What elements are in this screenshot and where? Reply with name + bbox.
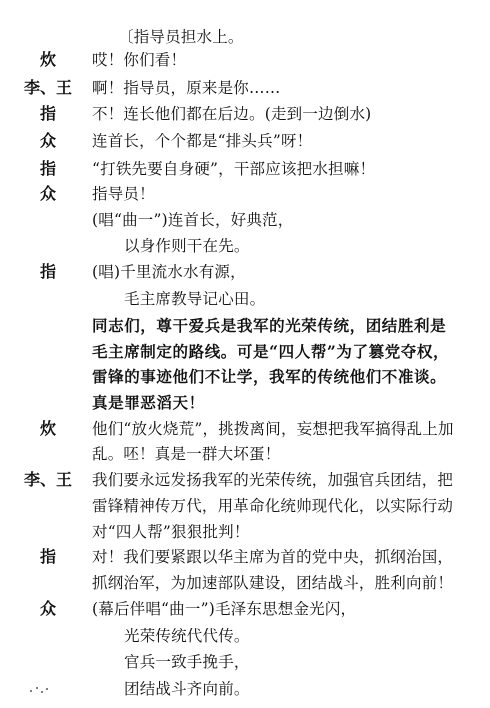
dialogue-line: 指导员！ xyxy=(92,185,155,203)
song-line: 官兵一致手挽手， xyxy=(124,653,250,671)
dialogue-line: 抓纲治军，为加速部队建设，团结战斗，胜利向前！ xyxy=(92,574,454,592)
speaker-label: 指 xyxy=(40,547,57,566)
speaker-label: 炊 xyxy=(40,50,57,69)
speaker-label: 指 xyxy=(40,262,57,281)
speaker-label: 李、王 xyxy=(24,78,73,97)
dialogue-line: 哎！你们看！ xyxy=(92,51,187,69)
song-line: 毛主席教导记心田。 xyxy=(124,290,266,308)
song-line: (幕后伴唱“曲一”)毛泽东思想金光闪， xyxy=(92,600,357,618)
dialogue-line: 对！我们要紧跟以华主席为首的党中央，抓纲治国， xyxy=(92,548,454,566)
dialogue-line: 他们“放火烧荒”，挑拨离间，妄想把我军搞得乱上加 xyxy=(92,420,454,438)
dialogue-line: 雷锋精神传万代，用革命化统帅现代化，以实际行动 xyxy=(92,497,454,515)
dialogue-line: 我们要永远发扬我军的光荣传统，加强官兵团结，把 xyxy=(92,471,454,489)
speaker-label: 指 xyxy=(40,159,57,178)
speaker-label: 众 xyxy=(40,599,57,618)
dialogue-line: 真是罪恶滔天！ xyxy=(92,393,205,412)
dialogue-line: “打铁先要自身硬”，干部应该把水担嘛！ xyxy=(92,160,376,178)
speaker-label: 炊 xyxy=(40,419,57,438)
dialogue-line: 对“四人帮”狠狠批判！ xyxy=(92,523,250,541)
dialogue-line: 啊！指导员，原来是你…… xyxy=(92,79,281,97)
stage-direction: 〔指导员担水上。 xyxy=(118,28,244,46)
speaker-label: 众 xyxy=(40,184,57,203)
dialogue-line: 连首长，个个都是“排头兵”呀！ xyxy=(92,132,313,150)
speaker-label: 众 xyxy=(40,131,57,150)
song-line: 团结战斗齐向前。 xyxy=(124,680,250,698)
dialogue-line: 雷锋的事迹他们不让学，我军的传统他们不准谈。 xyxy=(92,367,447,386)
song-line: 以身作则干在先。 xyxy=(124,237,250,255)
speaker-label: 李、王 xyxy=(24,470,73,489)
song-line: 光荣传统代代传。 xyxy=(124,627,250,645)
dialogue-line: 同志们，尊干爱兵是我军的光荣传统，团结胜利是 xyxy=(92,316,447,335)
dialogue-line: 毛主席制定的路线。可是“四人帮”为了篡党夺权， xyxy=(92,342,450,361)
song-line: (唱)千里流水水有源， xyxy=(92,263,246,281)
song-line: (唱“曲一”)连首长，好典范， xyxy=(92,211,294,229)
speaker-label: 指 xyxy=(40,104,57,123)
dialogue-line: 乱。呸！真是一群大坏蛋！ xyxy=(92,445,281,463)
scan-speck-marks xyxy=(30,686,50,694)
dialogue-line: 不！连长他们都在后边。(走到一边倒水) xyxy=(92,105,372,123)
